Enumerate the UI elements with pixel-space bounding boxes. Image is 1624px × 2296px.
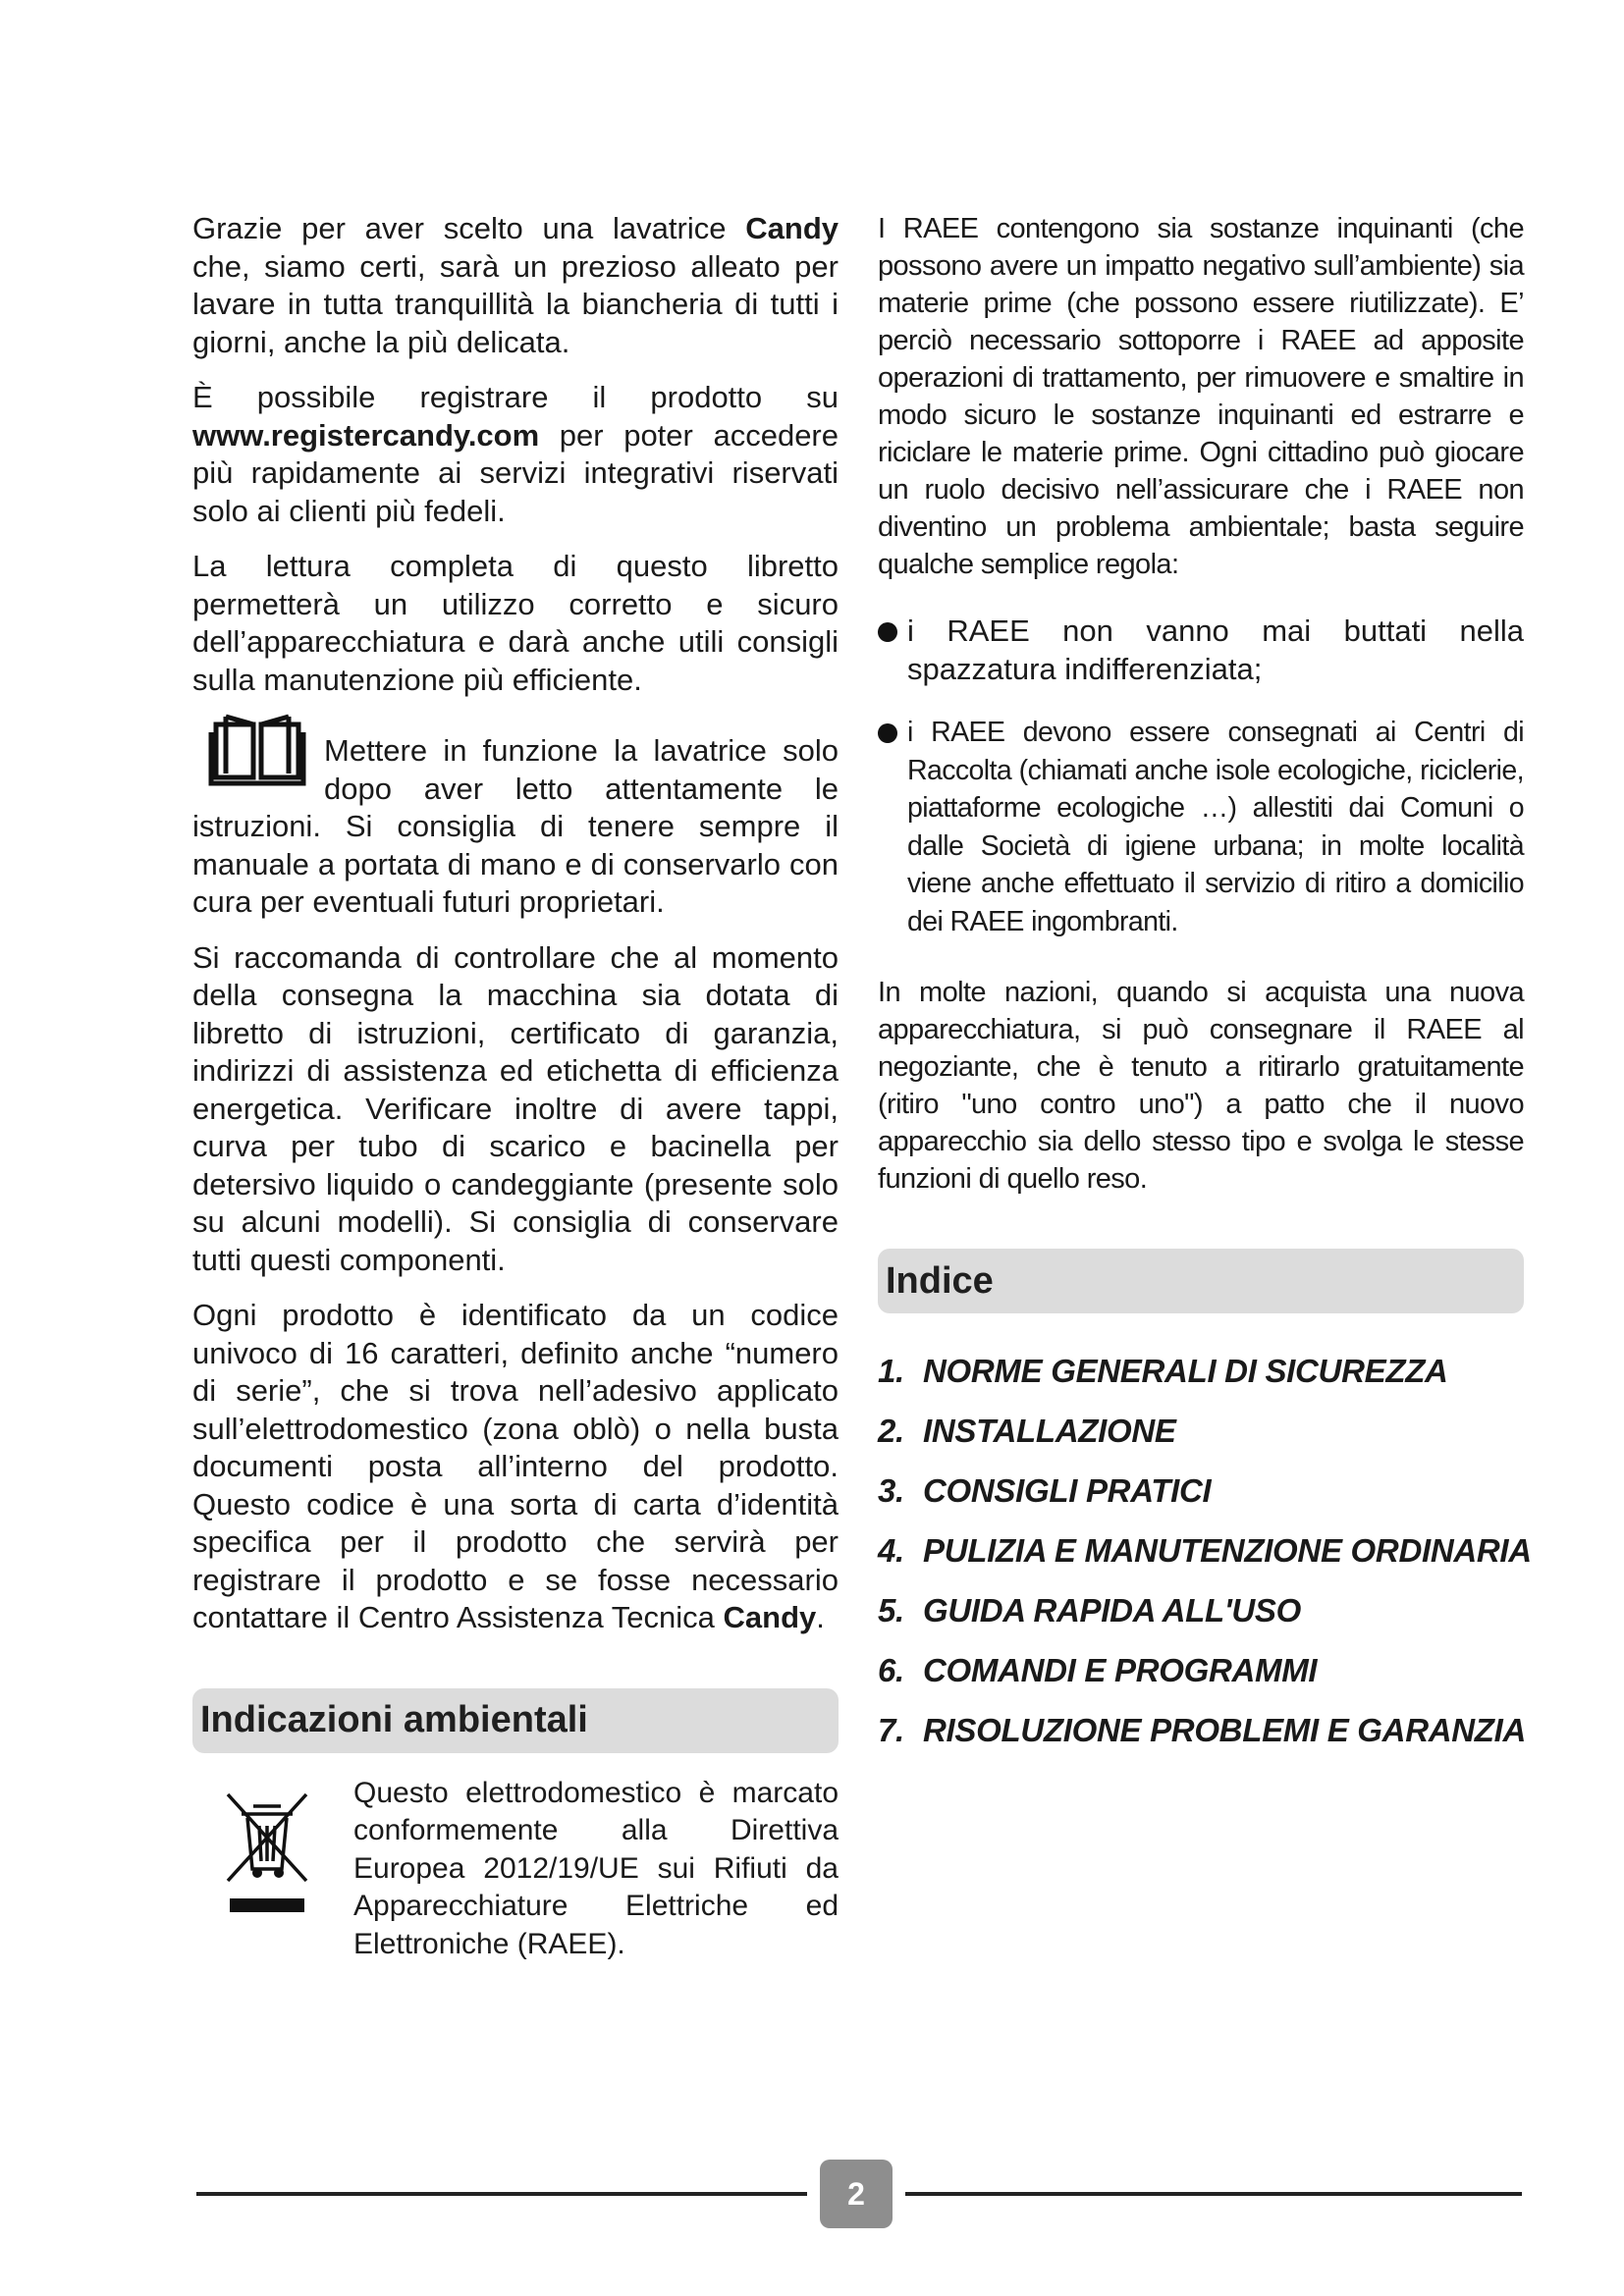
list-item: i RAEE devono essere consegnati ai Centri di Raccolta (chiamati anche isole ecologiche, riciclerie, piattaforme ecologiche …) allestiti dai Comuni o dalle Società di igiene urbana; in molte località viene anche effettuato il servizio di ritiro a domicilio dei RAEE ingombranti. <box>878 714 1524 940</box>
manual-note-paragraph: Mettere in funzione la lavatrice solo dopo aver letto attentamente le istruzioni. Si consiglia di tenere sempre il manuale a portata di mano e di conservarlo con cura per eventuali futuri proprietari. <box>192 732 839 922</box>
reading-paragraph: La lettura completa di questo libretto permetterà un utilizzo corretto e sicuro dell’apparecchiatura e darà anche utili consigli sulla manutenzione più efficiente. <box>192 549 839 697</box>
serial-paragraph: Ogni prodotto è identificato da un codice univoco di 16 caratteri, definito anche “numero di serie”, che si trova nell’adesivo applicato sull’elettrodomestico (zona oblò) o nella busta documenti posta all’interno del prodotto. Questo codice è una sorta di carta d’identità specifica per il prodotto che servirà per registrare il prodotto e se fosse necessario contattare il Centro Assistenza Tecnica Candy. <box>192 1298 839 1634</box>
toc-item[interactable]: 1. NORME GENERALI DI SICUREZZA <box>878 1353 1448 1389</box>
page-footer <box>196 2160 1522 2228</box>
right-column <box>878 210 1532 1772</box>
environment-heading: Indicazioni ambientali <box>192 1688 839 1753</box>
register-paragraph: È possibile registrare il prodotto su www.registercandy.com per poter accedere più rapidamente ai servizi integrativi riservati solo ai clienti più fedeli. <box>192 380 839 528</box>
book-icon <box>208 713 306 787</box>
brand-name: Candy <box>723 1600 817 1634</box>
footer-divider-left <box>196 2192 807 2196</box>
check-paragraph: Si raccomanda di controllare che al momento della consegna la macchina sia dotata di libretto di istruzioni, certificato di garanzia, indirizzi di assistenza ed etichetta di efficienza energetica. Verificare inoltre di avere tappi, curva per tubo di scarico e bacinella per detersivo liquido o candeggiante (presente solo su alcuni modelli). Si consiglia di conservare tutti questi componenti. <box>192 939 839 1277</box>
toc-item[interactable]: 7. RISOLUZIONE PROBLEMI E GARANZIA <box>878 1712 1527 1748</box>
register-url: www.registercandy.com <box>192 417 540 453</box>
toc-item[interactable]: 6. COMANDI E PROGRAMMI <box>878 1652 1318 1688</box>
footer-divider-right <box>905 2192 1522 2196</box>
raee-rules-list <box>878 613 1524 940</box>
bullet-dot-icon <box>878 723 897 743</box>
intro-paragraph: Grazie per aver scelto una lavatrice Candy che, siamo certi, sarà un prezioso alleato per lavare in tutta tranquillità la biancheria di tutti i giorni, anche la più delicata. <box>192 211 839 359</box>
crossed-out-bin-icon <box>220 1789 314 1916</box>
weee-text: Questo elettrodomestico è marcato conformemente alla Direttiva Europea 2012/19/UE sui Rifiuti da Apparecchiature Elettriche ed Elettroniche (RAEE). <box>353 1776 839 1960</box>
toc-item[interactable]: 5. GUIDA RAPIDA ALL'USO <box>878 1592 1302 1629</box>
page-number-badge: 2 <box>820 2160 893 2228</box>
left-column <box>192 210 839 1981</box>
raee-intro-paragraph: I RAEE contengono sia sostanze inquinanti (che possono avere un impatto negativo sull’ambiente) sia materie prime (che possono essere riutilizzate). E’ perciò necessario sottoporre i RAEE ad apposite operazioni di trattamento, per rimuovere e smaltire in modo sicuro le sostanze inquinanti ed estrarre e riciclare le materie prime. Ogni cittadino può giocare un ruolo decisivo nell’assicurare che i RAEE non diventino un problema ambientale; basta seguire qualche semplice regola: <box>878 213 1524 580</box>
table-of-contents <box>878 1353 1532 1772</box>
list-item: i RAEE non vanno mai buttati nella spazzatura indifferenziata; <box>878 613 1524 688</box>
bullet-dot-icon <box>878 622 897 642</box>
weee-block <box>192 1775 839 1982</box>
take-back-paragraph: In molte nazioni, quando si acquista una nuova apparecchiatura, si può consegnare il RAEE al negoziante, che è tenuto a ritirarlo gratuitamente (ritiro "uno contro uno") a patto che il nuovo apparecchio sia dello stesso tipo e svolga le stesse funzioni di quello reso. <box>878 977 1524 1195</box>
toc-item[interactable]: 3. CONSIGLI PRATICI <box>878 1472 1212 1509</box>
index-heading: Indice <box>878 1249 1524 1313</box>
toc-item[interactable]: 2. INSTALLAZIONE <box>878 1413 1176 1449</box>
toc-item[interactable]: 4. PULIZIA E MANUTENZIONE ORDINARIA <box>878 1532 1532 1569</box>
brand-name: Candy <box>745 211 839 245</box>
